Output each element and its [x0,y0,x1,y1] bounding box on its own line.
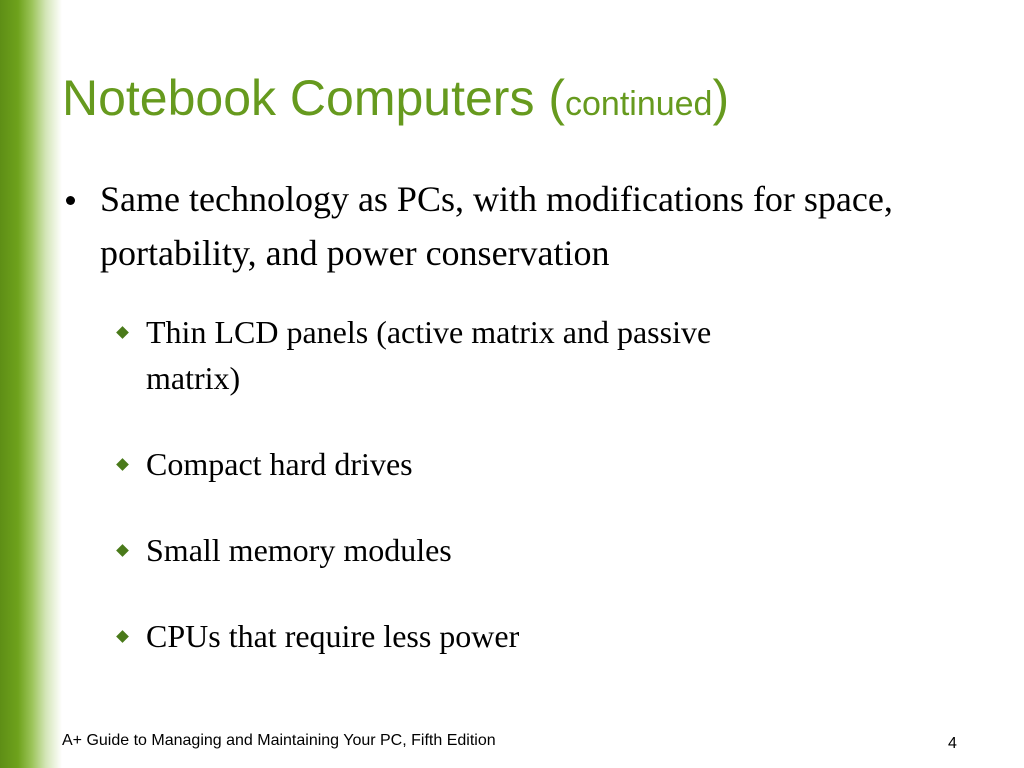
title-continued: continued [565,85,713,123]
title-close-paren: ) [712,70,730,126]
bullet-text: Same technology as PCs, with modifications for space, portability, and power conservation [100,179,893,273]
sub-bullet-text: Small memory modules [146,532,452,568]
diamond-bullet-icon [116,544,129,557]
sub-bullet-item [62,527,786,573]
sub-bullet-text: Thin LCD panels (active matrix and passive matrix) [146,314,712,396]
decorative-side-bar [0,0,62,768]
diamond-bullet-icon [116,326,129,339]
slide-content [62,172,982,699]
bullet-item [62,172,982,280]
sub-bullet-item [62,613,786,659]
bullet-dot-icon [66,196,75,205]
sub-bullet-item [62,441,786,487]
sub-bullet-list [62,309,982,659]
sub-bullet-text: CPUs that require less power [146,618,520,654]
diamond-bullet-icon [116,458,129,471]
footer-text: A+ Guide to Managing and Maintaining Your PC, Fifth Edition [62,732,496,749]
title-main: Notebook Computers ( [62,70,566,126]
diamond-bullet-icon [116,630,129,643]
sub-bullet-item [62,309,786,401]
page-number: 4 [948,735,957,752]
slide-title [62,58,729,144]
sub-bullet-text: Compact hard drives [146,446,413,482]
